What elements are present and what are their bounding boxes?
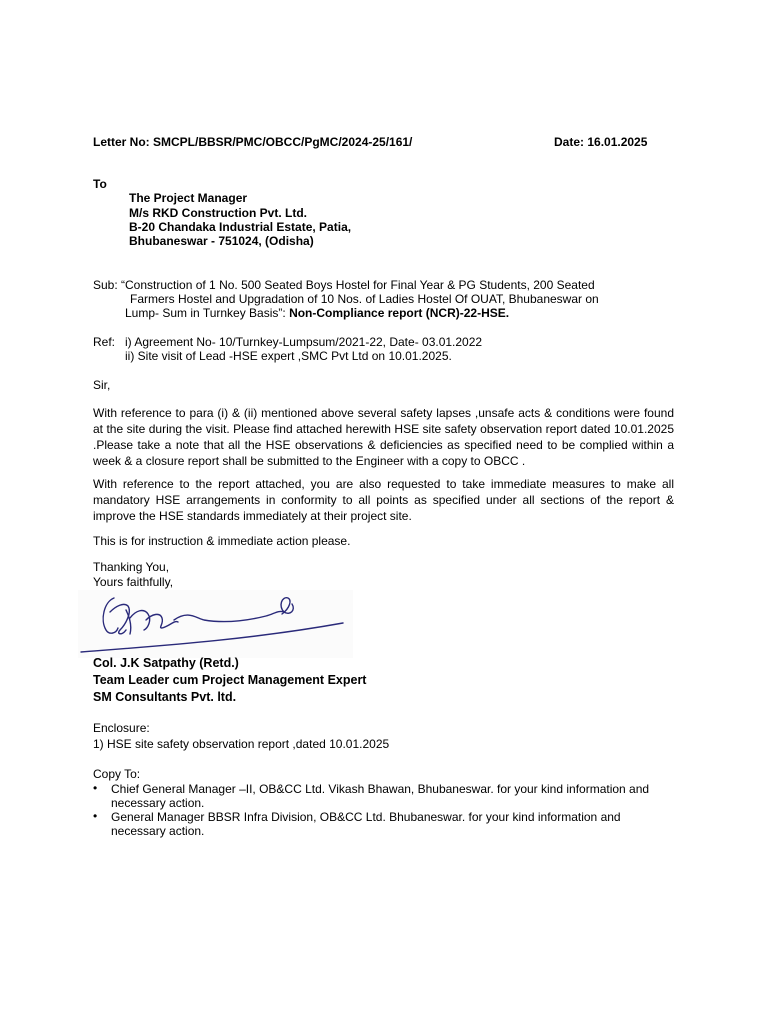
subject-line-2: Farmers Hostel and Upgradation of 10 Nos. of Ladies Hostel Of OUAT, Bhubaneswar on xyxy=(130,292,599,306)
signatory-name: Col. J.K Satpathy (Retd.) xyxy=(93,656,239,670)
salutation: Sir, xyxy=(93,378,111,392)
signatory-company: SM Consultants Pvt. ltd. xyxy=(93,690,237,704)
copy-to-item-text: General Manager BBSR Infra Division, OB&CC Ltd. Bhubaneswar. for your kind information and necessary action. xyxy=(111,810,621,838)
subject-line-3 xyxy=(125,306,509,320)
copy-to-item-text: Chief General Manager –II, OB&CC Ltd. Vikash Bhawan, Bhubaneswar. for your kind information and necessary action. xyxy=(111,782,650,810)
body-paragraph-3: This is for instruction & immediate action please. xyxy=(93,534,351,548)
letter-date: Date: 16.01.2025 xyxy=(554,135,648,149)
copy-to-item xyxy=(93,782,673,810)
copy-to-label: Copy To: xyxy=(93,767,141,781)
to-label: To xyxy=(93,177,107,191)
body-paragraph-1: With reference to para (i) & (ii) mentioned above several safety lapses ,unsafe acts & conditions were found at the site during the visit. Please find attached herewith HSE site safety observation report dated 10.01.2025 .Please take a note that all the HSE observations & deficiencies as specified need to be complied within a week & a closure report shall be submitted to the Engineer with a copy to OBCC . xyxy=(93,406,674,468)
enclosure-item-1: 1) HSE site safety observation report ,dated 10.01.2025 xyxy=(93,737,390,751)
subject-ncr-title: Non-Compliance report (NCR)-22-HSE. xyxy=(289,306,510,320)
subject-line-3-plain: Lump- Sum in Turnkey Basis”: xyxy=(125,306,290,320)
letter-number: Letter No: SMCPL/BBSR/PMC/OBCC/PgMC/2024-25/161/ xyxy=(93,135,413,149)
recipient-line-3: B-20 Chandaka Industrial Estate, Patia, xyxy=(129,220,352,234)
recipient-line-4: Bhubaneswar - 751024, (Odisha) xyxy=(129,234,314,248)
ref-label: Ref: xyxy=(93,335,116,349)
closing-thanks: Thanking You, xyxy=(93,560,170,574)
copy-to-list xyxy=(93,782,673,838)
recipient-line-2: M/s RKD Construction Pvt. Ltd. xyxy=(129,206,307,220)
bullet-icon: • xyxy=(93,781,98,795)
ref-item-2: ii) Site visit of Lead -HSE expert ,SMC Pvt Ltd on 10.01.2025. xyxy=(125,349,452,363)
enclosure-label: Enclosure: xyxy=(93,721,150,735)
handwritten-signature xyxy=(78,590,353,658)
signatory-title: Team Leader cum Project Management Expert xyxy=(93,673,367,687)
body-paragraph-2: With reference to the report attached, you are also requested to take immediate measures to make all mandatory HSE arrangements in conformity to all points as specified under all sections of the report & improve the HSE standards immediately at their project site. xyxy=(93,477,674,523)
subject-line-1: Sub: “Construction of 1 No. 500 Seated Boys Hostel for Final Year & PG Students, 200 Seated xyxy=(93,278,595,292)
copy-to-item xyxy=(93,810,673,838)
closing-yours: Yours faithfully, xyxy=(93,575,174,589)
recipient-line-1: The Project Manager xyxy=(129,191,248,205)
ref-item-1: i) Agreement No- 10/Turnkey-Lumpsum/2021-22, Date- 03.01.2022 xyxy=(125,335,483,349)
bullet-icon: • xyxy=(93,809,98,823)
